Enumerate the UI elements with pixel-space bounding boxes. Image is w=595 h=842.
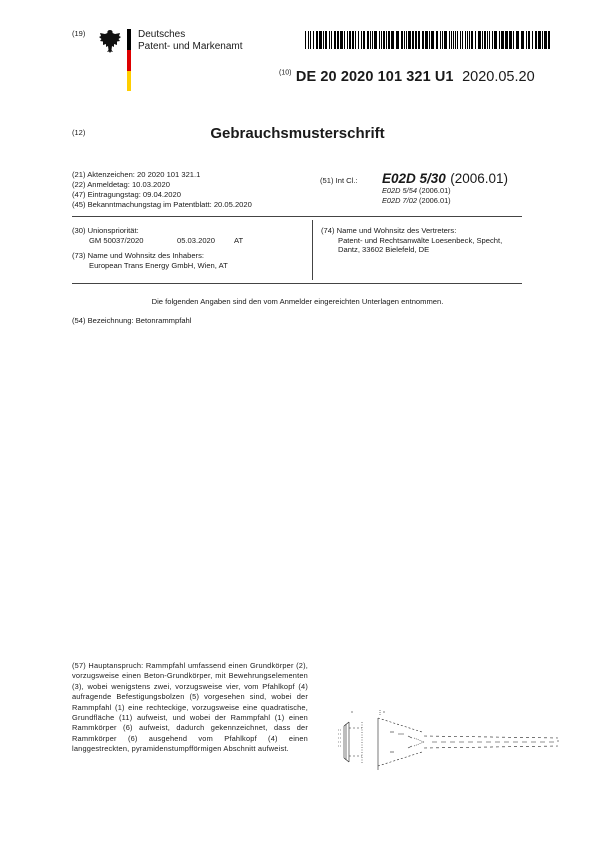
barcode-bar — [484, 31, 486, 49]
barcode-bar — [440, 31, 441, 49]
barcode — [305, 31, 551, 49]
barcode-bar — [538, 31, 541, 49]
barcode-bar — [526, 31, 527, 49]
barcode-bar — [429, 31, 430, 49]
barcode-bar — [521, 31, 524, 49]
barcode-bar — [323, 31, 324, 49]
document-title: Gebrauchsmusterschrift — [210, 125, 385, 142]
barcode-bar — [363, 31, 365, 49]
barcode-bar — [319, 31, 322, 49]
barcode-bar — [489, 31, 490, 49]
barcode-bar — [492, 31, 493, 49]
publication-number: DE 20 2020 101 321 U1 — [295, 69, 454, 85]
barcode-bar — [406, 31, 407, 49]
ipc-secondary-classes — [382, 186, 451, 206]
barcode-bar — [451, 31, 452, 49]
priority-country: AT — [234, 235, 244, 245]
barcode-bar — [418, 31, 420, 49]
barcode-bar — [401, 31, 403, 49]
barcode-bar — [442, 31, 443, 49]
owner-value: European Trans Energy GmbH, Wien, AT — [89, 260, 228, 270]
barcode-bar — [425, 31, 428, 49]
barcode-bar — [344, 31, 345, 49]
priority-owner-block — [72, 226, 243, 270]
office-line-1: Deutsches — [138, 29, 186, 40]
barcode-bar — [431, 31, 434, 49]
barcode-bar — [469, 31, 470, 49]
barcode-bar — [516, 31, 519, 49]
barcode-bar — [408, 31, 411, 49]
owner-label: (73) Name und Wohnsitz des Inhabers: — [72, 251, 204, 261]
representative-label: (74) Name und Wohnsitz des Vertreters: — [321, 226, 457, 235]
barcode-bar — [374, 31, 377, 49]
barcode-bar — [467, 31, 468, 49]
representative-line-1: Patent- und Rechtsanwälte Loesenbeck, Specht, — [338, 235, 503, 245]
barcode-bar — [548, 31, 550, 49]
priority-number: GM 50037/2020 — [89, 235, 144, 245]
barcode-bar — [532, 31, 533, 49]
divider-vertical — [312, 220, 313, 280]
barcode-bar — [415, 31, 417, 49]
barcode-bar — [331, 31, 332, 49]
barcode-bar — [453, 31, 454, 49]
barcode-bar — [349, 31, 351, 49]
priority-entry — [72, 236, 243, 246]
barcode-bar — [462, 31, 463, 49]
barcode-bar — [501, 31, 504, 49]
drawing-reference-marks — [351, 711, 558, 741]
application-number: (21) Aktenzeichen: 20 2020 101 321.1 — [72, 170, 201, 179]
barcode-bar — [404, 31, 405, 49]
barcode-bar — [329, 31, 330, 49]
barcode-bar — [370, 31, 371, 49]
barcode-bar — [334, 31, 336, 49]
barcode-bar — [358, 31, 359, 49]
ipc-secondary-class: E02D 5/54 (2006.01) — [382, 186, 451, 195]
barcode-bar — [396, 31, 399, 49]
barcode-bar — [455, 31, 456, 49]
barcode-bar — [542, 31, 543, 49]
barcode-bar — [310, 31, 311, 49]
german-flag-stripe — [127, 29, 131, 91]
registration-date: (47) Eintragungstag: 09.04.2020 — [72, 190, 181, 200]
barcode-bar — [352, 31, 354, 49]
barcode-bar — [449, 31, 450, 49]
barcode-bar — [535, 31, 537, 49]
barcode-bar — [505, 31, 508, 49]
designation: (54) Bezeichnung: Betonrammpfahl — [72, 316, 192, 325]
barcode-bar — [544, 31, 547, 49]
barcode-bar — [313, 31, 314, 49]
barcode-bar — [388, 31, 390, 49]
divider — [72, 283, 522, 284]
barcode-bar — [337, 31, 339, 49]
representative-line-2: Dantz, 33602 Bielefeld, DE — [338, 245, 430, 255]
barcode-bar — [482, 31, 483, 49]
barcode-bar — [386, 31, 387, 49]
barcode-bar — [475, 31, 476, 49]
barcode-bar — [340, 31, 343, 49]
barcode-bar — [444, 31, 447, 49]
barcode-bar — [381, 31, 382, 49]
federal-eagle-icon — [98, 28, 122, 54]
barcode-bar — [436, 31, 438, 49]
barcode-bar — [361, 31, 362, 49]
barcode-bar — [316, 31, 318, 49]
barcode-bar — [422, 31, 424, 49]
publication-date: 2020.05.20 — [462, 69, 535, 85]
barcode-bar — [379, 31, 380, 49]
barcode-bar — [383, 31, 385, 49]
main-claim-abstract: (57) Hauptanspruch: Rammpfahl umfassend einen Grundkörper (2), vorzugsweise einen Beton-Grundkörper, mit Bewehrungselementen (3), wobei wenigstens zwei, vorzugsweise vier, vom Pfahlkopf (4) aufragende Befestigungsbolzen (5) vorgesehen sind, wobei der Rammpfahl (1) eine rechteckige, vorzugsweise eine quadratische, Grundfläche (11) aufweist, und wobei der Rammpfahl (1) einen Rammkörper (6) aufweist, dadurch gekennzeichnet, dass der Rammkörper (6) ausgehend vom Pfahlkopf (4) einen langgestreckten, pyramidenstumpfförmigen Abschnitt aufweist. — [72, 661, 308, 754]
representative-block — [321, 226, 502, 255]
barcode-bar — [465, 31, 466, 49]
priority-date: 05.03.2020 — [177, 235, 216, 245]
ipc-label: (51) Int Cl.: — [320, 176, 358, 185]
barcode-bar — [499, 31, 500, 49]
barcode-bar — [367, 31, 369, 49]
barcode-bar — [325, 31, 327, 49]
barcode-bar — [471, 31, 473, 49]
publication-number-line — [279, 68, 535, 86]
ipc-main-class: E02D 5/30 — [382, 171, 446, 186]
divider — [72, 216, 522, 217]
barcode-bar — [391, 31, 394, 49]
barcode-bar — [528, 31, 530, 49]
barcode-bar — [305, 31, 306, 49]
barcode-bar — [509, 31, 512, 49]
barcode-bar — [457, 31, 458, 49]
priority-label: (30) Unionspriorität: — [72, 226, 139, 235]
barcode-bar — [513, 31, 514, 49]
ipc-secondary-class: E02D 7/02 (2006.01) — [382, 196, 451, 205]
inid-code-19: (19) — [72, 29, 86, 38]
barcode-bar — [487, 31, 488, 49]
barcode-bar — [412, 31, 414, 49]
inid-code-10: (10) — [279, 69, 292, 77]
pile-drawing — [332, 708, 562, 776]
barcode-bar — [308, 31, 309, 49]
barcode-bar — [478, 31, 481, 49]
barcode-bar — [372, 31, 373, 49]
barcode-bar — [460, 31, 461, 49]
barcode-bar — [355, 31, 356, 49]
bibliographic-data — [72, 170, 252, 210]
applicant-note: Die folgenden Angaben sind den vom Anmelder eingereichten Unterlagen entnommen. — [151, 297, 444, 306]
ipc-main-year: (2006.01) — [450, 171, 509, 186]
barcode-bar — [347, 31, 348, 49]
publication-gazette-date: (45) Bekanntmachungstag im Patentblatt: 20.05.2020 — [72, 200, 252, 210]
barcode-bar — [494, 31, 497, 49]
office-line-2: Patent- und Markenamt — [138, 41, 243, 52]
inid-code-12: (12) — [72, 128, 86, 137]
patent-office-name — [138, 29, 243, 53]
filing-date: (22) Anmeldetag: 10.03.2020 — [72, 180, 170, 190]
